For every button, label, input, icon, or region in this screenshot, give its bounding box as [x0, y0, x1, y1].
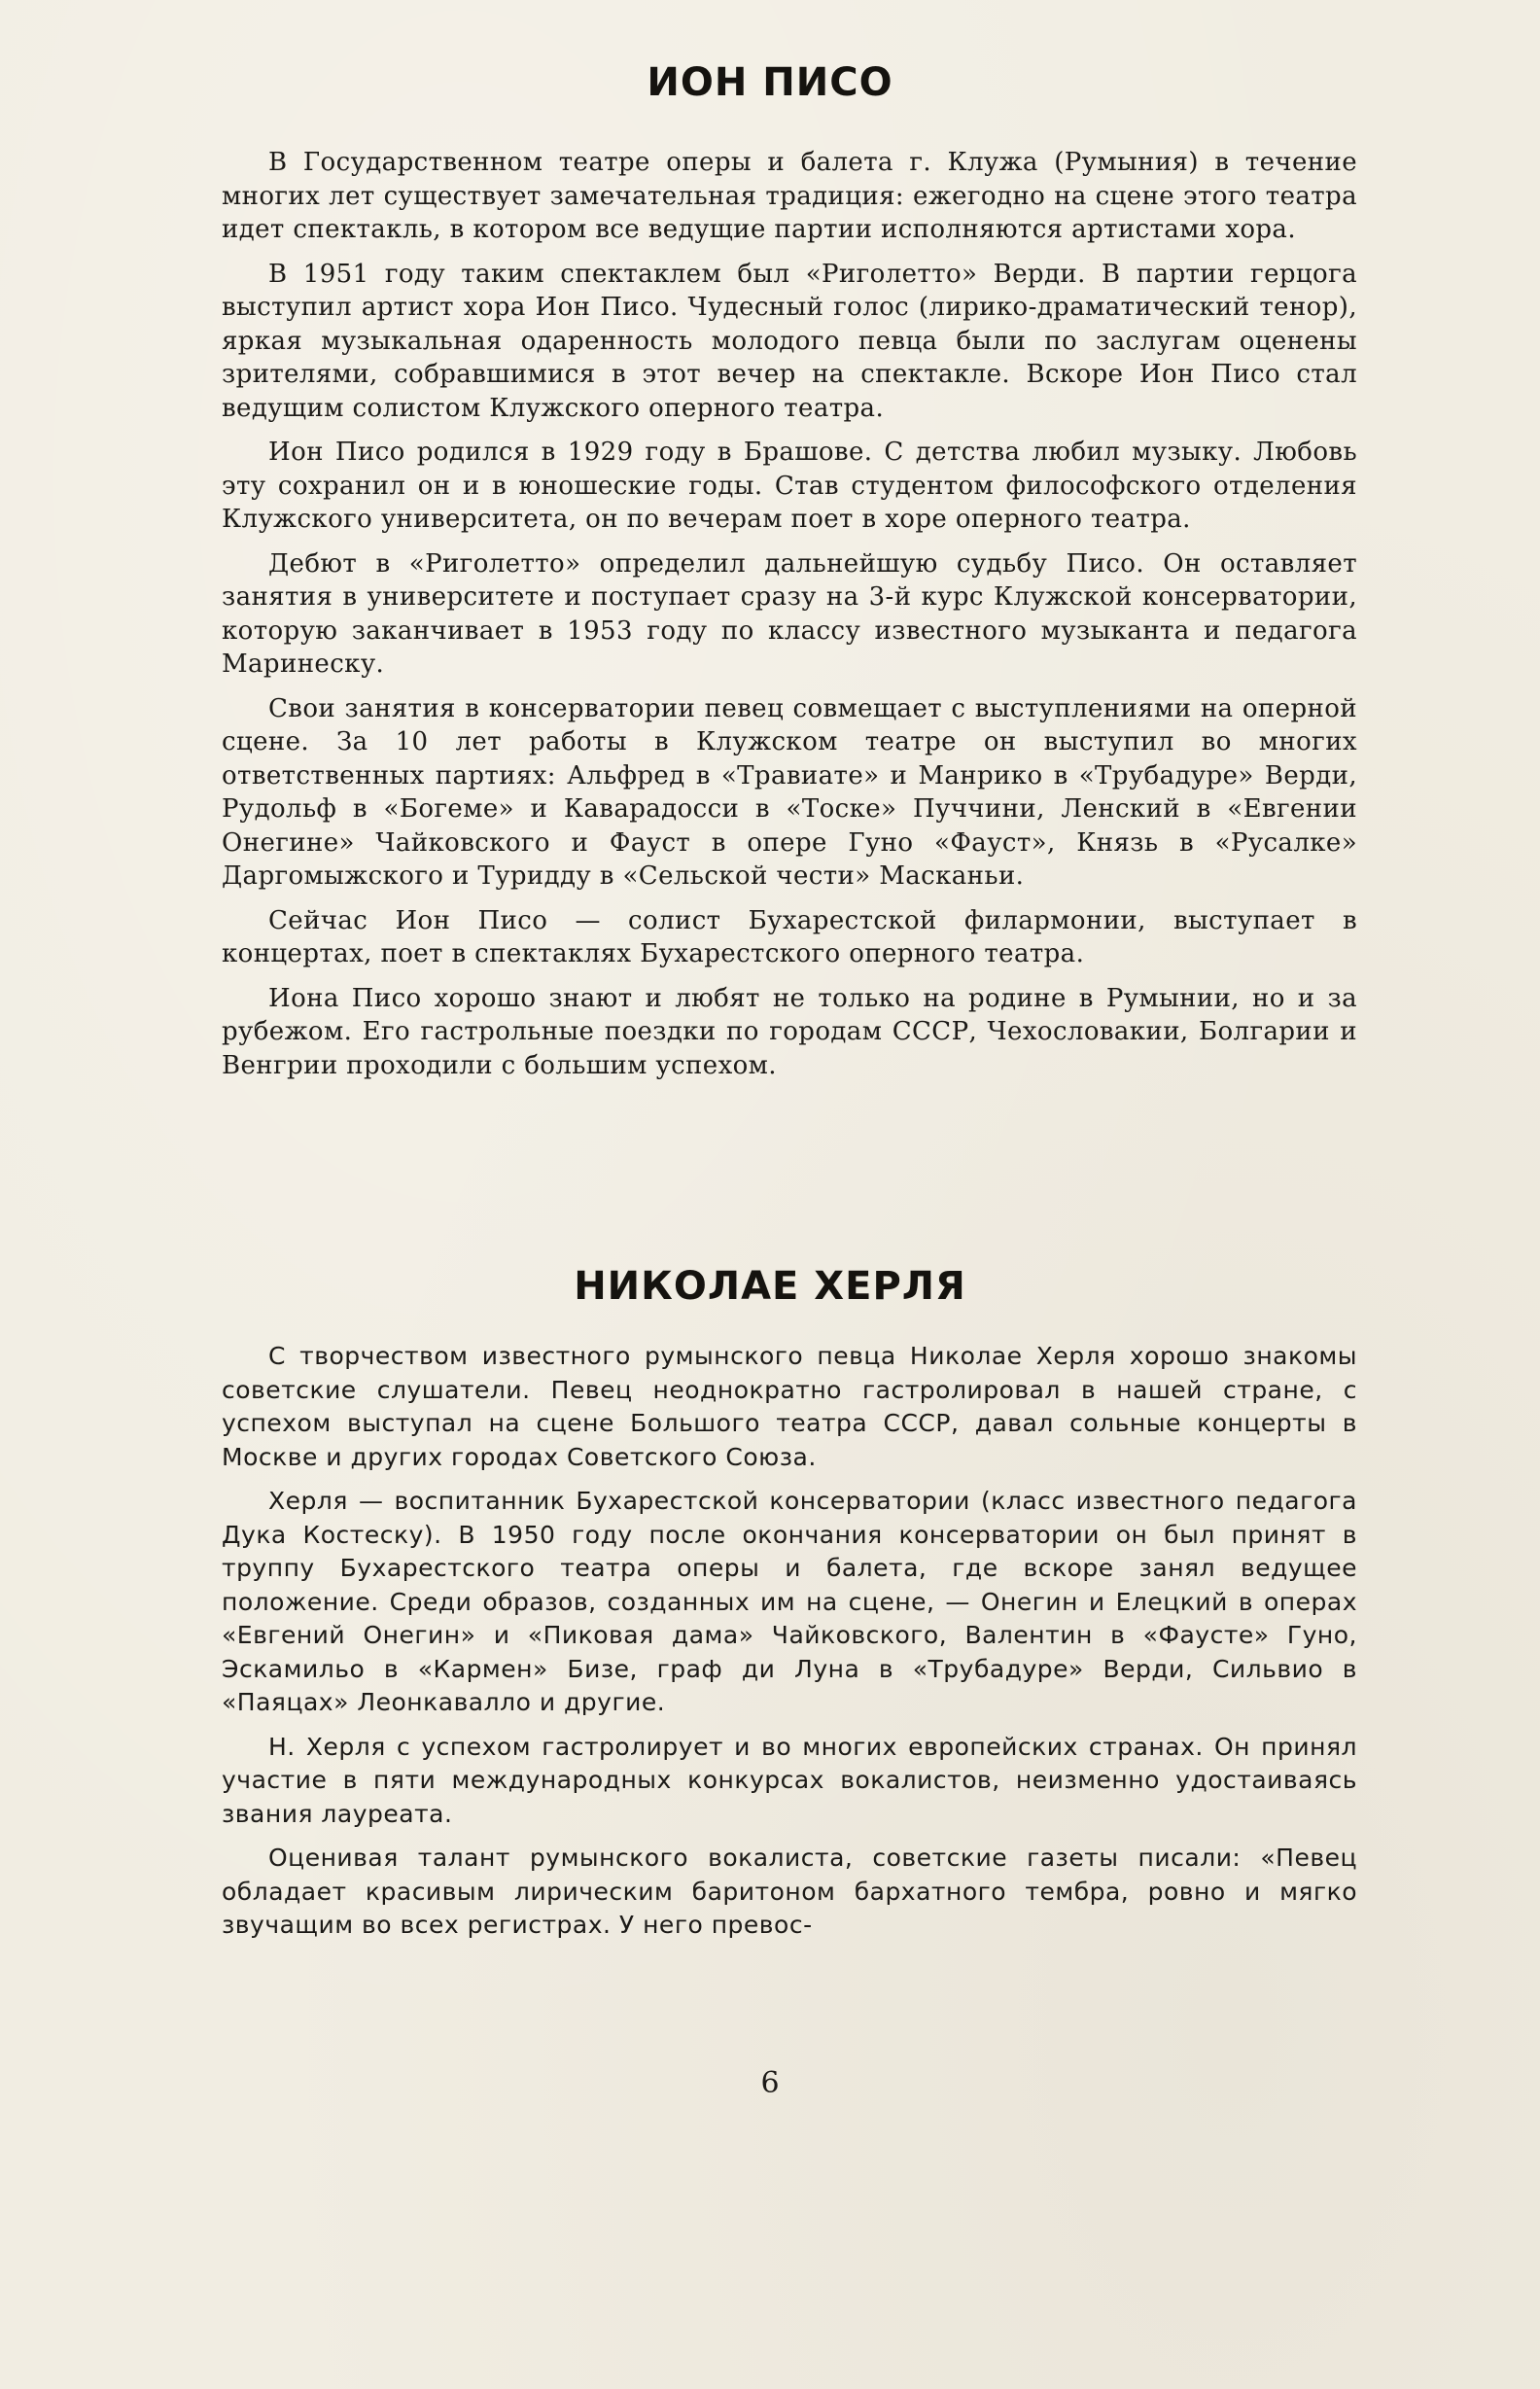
- paragraph: Н. Херля с успехом гастролирует и во многих европейских странах. Он принял участие в пяти международных конкурсах вокалистов, неизменно удостаиваясь звания лауреата.: [222, 1732, 1357, 1828]
- article-title-nicolae-herlea: НИКОЛАЕ ХЕРЛЯ: [574, 1264, 966, 1309]
- paragraph: В 1951 году таким спектаклем был «Риголетто» Верди. В партии герцога выступил артист хора Ион Писо. Чудесный голос (лирико-драматический тенор), яркая музыкальная одаренность молодого певца были по заслугам оценены зрителями, собравшимися в этот вечер на спектакле. Вскоре Ион Писо стал ведущим солистом Клужского оперного театра.: [222, 259, 1357, 423]
- paragraph: В Государственном театре оперы и балета г. Клужа (Румыния) в течение многих лет существует замечательная традиция: ежегодно на сцене этого театра идет спектакль, в котором все ведущие партии исполняются артистами хора.: [222, 148, 1357, 244]
- paragraph: Оценивая талант румынского вокалиста, советские газеты писали: «Певец обладает красивым лирическим баритоном бархатного тембра, ровно и мягко звучащим во всех регистрах. У него превос-: [222, 1844, 1357, 1939]
- paragraph: Дебют в «Риголетто» определил дальнейшую судьбу Писо. Он оставляет занятия в университете и поступает сразу на 3-й курс Клужской консерватории, которую заканчивает в 1953 году по классу известного музыканта и педагога Маринеску.: [222, 548, 1357, 679]
- paragraph: Сейчас Ион Писо — солист Бухарестской филармонии, выступает в концертах, поет в спектаклях Бухарестского оперного театра.: [222, 905, 1357, 968]
- paragraph: Херля — воспитанник Бухарестской консерватории (класс известного педагога Дука Костеску). В 1950 году после окончания консерватории он был принят в труппу Бухарестского театра оперы и балета, где вскоре занял ведущее положение. Среди образов, созданных им на сцене, — Онегин и Елецкий в операх «Евгений Онегин» и «Пиковая дама» Чайковского, Валентин в «Фаусте» Гуно, Эскамильо в «Кармен» Бизе, граф ди Луна в «Трубадуре» Верди, Сильвио в «Паяцах» Леонкавалло и другие.: [222, 1487, 1357, 1716]
- page-number: 6: [760, 2066, 780, 2100]
- paragraph: С творчеством известного румынского певца Николае Херля хорошо знакомы советские слушатели. Певец неоднократно гастролировал в нашей стране, с успехом выступал на сцене Большого театра СССР, давал сольные концерты в Москве и других городах Советского Союза.: [222, 1342, 1357, 1471]
- paragraph: Ион Писо родился в 1929 году в Брашове. С детства любил музыку. Любовь эту сохранил он и в юношеские годы. Став студентом философского отделения Клужского университета, он по вечерам поет в хоре оперного театра.: [222, 438, 1357, 534]
- article-body-ion-piso: [222, 146, 1357, 1093]
- article-body-nicolae-herlea: [222, 1340, 1357, 1953]
- article-title-ion-piso: ИОН ПИСО: [647, 60, 893, 105]
- paragraph: Свои занятия в консерватории певец совмещает с выступлениями на оперной сцене. За 10 лет работы в Клужском театре он выступил во многих ответственных партиях: Альфред в «Травиате» и Манрико в «Трубадуре» Верди, Рудольф в «Богеме» и Каварадосси в «Тоске» Пуччини, Ленский в «Евгении Онегине» Чайковского и Фауст в опере Гуно «Фауст», Князь в «Русалке» Даргомыжского и Туридду в «Сельской чести» Масканьи.: [222, 693, 1357, 891]
- paragraph: Иона Писо хорошо знают и любят не только на родине в Румынии, но и за рубежом. Его гастрольные поездки по городам СССР, Чехословакии, Болгарии и Венгрии проходили с большим успехом.: [222, 983, 1357, 1080]
